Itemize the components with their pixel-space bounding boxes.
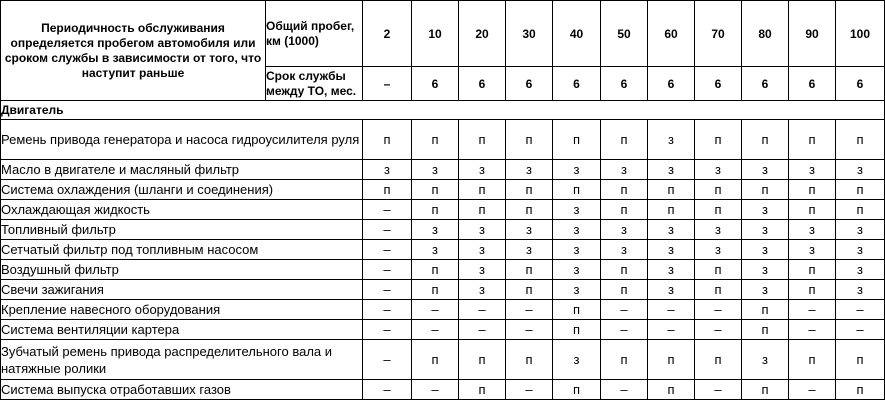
operation-cell: – bbox=[363, 260, 412, 280]
operation-cell: – bbox=[363, 300, 412, 320]
table-row bbox=[1, 160, 885, 180]
operation-cell: п bbox=[648, 380, 695, 400]
operation-cell: з bbox=[506, 160, 553, 180]
operation-cell: п bbox=[506, 340, 553, 380]
operation-cell: – bbox=[363, 320, 412, 340]
operation-cell: п bbox=[836, 380, 885, 400]
operation-cell: з bbox=[601, 240, 648, 260]
operation-cell: з bbox=[553, 220, 601, 240]
operation-cell: з bbox=[836, 160, 885, 180]
table-row bbox=[1, 240, 885, 260]
service-months-cell: 6 bbox=[742, 67, 789, 101]
operation-cell: – bbox=[601, 300, 648, 320]
section-row-engine bbox=[1, 101, 885, 120]
operation-cell: з bbox=[695, 220, 742, 240]
operation-cell: з bbox=[789, 220, 836, 240]
operation-cell: – bbox=[789, 380, 836, 400]
operation-cell: п bbox=[789, 120, 836, 160]
mileage-cell: 2 bbox=[363, 1, 412, 67]
operation-cell: з bbox=[553, 160, 601, 180]
operation-cell: – bbox=[506, 320, 553, 340]
operation-name: Система вентиляции картера bbox=[1, 320, 363, 340]
operation-cell: п bbox=[836, 340, 885, 380]
operation-cell: – bbox=[363, 340, 412, 380]
operation-cell: п bbox=[695, 260, 742, 280]
mileage-cell: 60 bbox=[648, 1, 695, 67]
operation-name: Сетчатый фильтр под топливным насосом bbox=[1, 240, 363, 260]
mileage-cell: 30 bbox=[506, 1, 553, 67]
operation-cell: п bbox=[789, 180, 836, 200]
operation-cell: з bbox=[648, 280, 695, 300]
service-months-cell: – bbox=[363, 67, 412, 101]
operation-cell: п bbox=[506, 120, 553, 160]
operation-cell: – bbox=[648, 320, 695, 340]
operation-cell: п bbox=[459, 180, 506, 200]
operation-cell: п bbox=[506, 180, 553, 200]
operation-cell: п bbox=[412, 280, 459, 300]
service-months-cell: 6 bbox=[695, 67, 742, 101]
section-title: Двигатель bbox=[1, 101, 885, 120]
operation-cell: – bbox=[459, 320, 506, 340]
operation-cell: з bbox=[553, 200, 601, 220]
table-row bbox=[1, 340, 885, 380]
operation-cell: з bbox=[742, 260, 789, 280]
operation-cell: з bbox=[506, 240, 553, 260]
operation-cell: – bbox=[789, 320, 836, 340]
mileage-cell: 20 bbox=[459, 1, 506, 67]
operation-cell: з bbox=[412, 240, 459, 260]
operation-cell: п bbox=[789, 340, 836, 380]
service-months-cell: 6 bbox=[553, 67, 601, 101]
operation-cell: з bbox=[553, 340, 601, 380]
operation-cell: з bbox=[742, 220, 789, 240]
operation-cell: з bbox=[459, 220, 506, 240]
operation-cell: з bbox=[601, 160, 648, 180]
operation-cell: п bbox=[459, 200, 506, 220]
operation-cell: п bbox=[601, 260, 648, 280]
operation-name: Система выпуска отработавших газов bbox=[1, 380, 363, 400]
operation-cell: п bbox=[412, 260, 459, 280]
operation-cell: з bbox=[648, 240, 695, 260]
operation-cell: з bbox=[648, 120, 695, 160]
operation-cell: – bbox=[363, 200, 412, 220]
service-months-cell: 6 bbox=[506, 67, 553, 101]
operation-cell: – bbox=[363, 280, 412, 300]
operation-cell: з bbox=[648, 260, 695, 280]
operation-cell: з bbox=[601, 220, 648, 240]
service-months-cell: 6 bbox=[601, 67, 648, 101]
operation-cell: п bbox=[601, 200, 648, 220]
operation-cell: п bbox=[789, 260, 836, 280]
operation-cell: – bbox=[695, 320, 742, 340]
operation-cell: – bbox=[648, 300, 695, 320]
operation-cell: з bbox=[553, 280, 601, 300]
table-row bbox=[1, 300, 885, 320]
table-row bbox=[1, 200, 885, 220]
operation-cell: п bbox=[742, 320, 789, 340]
service-months-cell: 6 bbox=[836, 67, 885, 101]
operation-name: Масло в двигателе и масляный фильтр bbox=[1, 160, 363, 180]
operation-cell: з bbox=[742, 160, 789, 180]
operation-cell: – bbox=[506, 380, 553, 400]
operation-cell: п bbox=[648, 180, 695, 200]
operation-cell: з bbox=[789, 160, 836, 180]
operation-cell: – bbox=[363, 220, 412, 240]
operation-cell: з bbox=[789, 240, 836, 260]
operation-cell: п bbox=[459, 340, 506, 380]
operation-cell: п bbox=[601, 180, 648, 200]
operation-cell: з bbox=[742, 340, 789, 380]
operation-cell: – bbox=[695, 380, 742, 400]
operation-cell: з bbox=[459, 280, 506, 300]
operation-cell: з bbox=[836, 280, 885, 300]
operation-cell: п bbox=[412, 200, 459, 220]
operation-cell: – bbox=[459, 300, 506, 320]
table-row bbox=[1, 180, 885, 200]
operation-cell: п bbox=[695, 120, 742, 160]
operation-cell: п bbox=[459, 380, 506, 400]
operation-cell: п bbox=[648, 200, 695, 220]
operation-cell: п bbox=[553, 300, 601, 320]
operation-cell: – bbox=[506, 300, 553, 320]
service-months-cell: 6 bbox=[648, 67, 695, 101]
operation-cell: з bbox=[459, 260, 506, 280]
operation-cell: п bbox=[412, 340, 459, 380]
mileage-cell: 80 bbox=[742, 1, 789, 67]
operation-name: Воздушный фильтр bbox=[1, 260, 363, 280]
mileage-cell: 100 bbox=[836, 1, 885, 67]
operation-name: Система охлаждения (шланги и соединения) bbox=[1, 180, 363, 200]
operation-cell: п bbox=[742, 380, 789, 400]
operation-cell: – bbox=[836, 300, 885, 320]
operation-cell: – bbox=[836, 320, 885, 340]
operation-cell: п bbox=[836, 180, 885, 200]
service-months-cell: 6 bbox=[412, 67, 459, 101]
service-label-cell: Срок службы между ТО, мес. bbox=[266, 67, 363, 101]
operation-cell: – bbox=[601, 320, 648, 340]
mileage-cell: 70 bbox=[695, 1, 742, 67]
operation-cell: п bbox=[412, 120, 459, 160]
service-months-cell: 6 bbox=[459, 67, 506, 101]
operation-cell: п bbox=[506, 260, 553, 280]
operation-cell: п bbox=[648, 340, 695, 380]
operation-cell: з bbox=[836, 260, 885, 280]
operation-cell: – bbox=[412, 320, 459, 340]
operation-cell: п bbox=[789, 280, 836, 300]
operation-cell: п bbox=[553, 180, 601, 200]
operation-cell: з bbox=[836, 240, 885, 260]
operation-cell: з bbox=[648, 160, 695, 180]
operation-cell: з bbox=[836, 220, 885, 240]
table-row bbox=[1, 220, 885, 240]
service-months-cell: 6 bbox=[789, 67, 836, 101]
mileage-cell: 40 bbox=[553, 1, 601, 67]
operation-cell: п bbox=[789, 200, 836, 220]
table-title-cell: Периодичность обслуживания определяется пробегом автомобиля или сроком службы в зависимости от того, что наступит раньше bbox=[1, 1, 266, 101]
operation-cell: п bbox=[553, 120, 601, 160]
operation-cell: п bbox=[363, 180, 412, 200]
operation-cell: з bbox=[742, 200, 789, 220]
operation-cell: з bbox=[459, 240, 506, 260]
operation-cell: з bbox=[412, 160, 459, 180]
operation-cell: – bbox=[412, 380, 459, 400]
mileage-cell: 10 bbox=[412, 1, 459, 67]
operation-cell: п bbox=[742, 300, 789, 320]
operation-cell: з bbox=[742, 240, 789, 260]
operation-cell: п bbox=[695, 180, 742, 200]
operation-name: Зубчатый ремень привода распределительного вала и натяжные ролики bbox=[1, 340, 363, 380]
operation-cell: – bbox=[695, 300, 742, 320]
operation-cell: п bbox=[742, 120, 789, 160]
operation-cell: п bbox=[506, 200, 553, 220]
operation-cell: з bbox=[412, 220, 459, 240]
operation-cell: – bbox=[363, 380, 412, 400]
operation-name: Свечи зажигания bbox=[1, 280, 363, 300]
operation-cell: з bbox=[695, 160, 742, 180]
operation-cell: з bbox=[742, 280, 789, 300]
operation-cell: з bbox=[553, 240, 601, 260]
operation-cell: п bbox=[553, 320, 601, 340]
table-row bbox=[1, 280, 885, 300]
table-row bbox=[1, 380, 885, 400]
operation-cell: з bbox=[363, 160, 412, 180]
table-row bbox=[1, 320, 885, 340]
operation-cell: п bbox=[459, 120, 506, 160]
operation-cell: п bbox=[695, 280, 742, 300]
operation-cell: п bbox=[601, 280, 648, 300]
operation-name: Ремень привода генератора и насоса гидроусилителя руля bbox=[1, 120, 363, 160]
mileage-label-cell: Общий пробег, км (1000) bbox=[266, 1, 363, 67]
operation-name: Топливный фильтр bbox=[1, 220, 363, 240]
operation-cell: п bbox=[412, 180, 459, 200]
mileage-cell: 50 bbox=[601, 1, 648, 67]
operation-cell: – bbox=[412, 300, 459, 320]
operation-cell: – bbox=[601, 380, 648, 400]
operation-cell: – bbox=[789, 300, 836, 320]
operation-cell: – bbox=[363, 240, 412, 260]
operation-cell: п bbox=[363, 120, 412, 160]
operation-cell: п bbox=[601, 340, 648, 380]
table-row bbox=[1, 260, 885, 280]
operation-cell: з bbox=[648, 220, 695, 240]
operation-cell: п bbox=[695, 200, 742, 220]
operation-cell: п bbox=[836, 120, 885, 160]
operation-cell: п bbox=[836, 200, 885, 220]
operation-cell: з bbox=[695, 240, 742, 260]
operation-cell: п bbox=[553, 380, 601, 400]
mileage-cell: 90 bbox=[789, 1, 836, 67]
operation-name: Охлаждающая жидкость bbox=[1, 200, 363, 220]
operation-cell: п bbox=[742, 180, 789, 200]
operation-cell: з bbox=[459, 160, 506, 180]
operation-name: Крепление навесного оборудования bbox=[1, 300, 363, 320]
operation-cell: з bbox=[553, 260, 601, 280]
operation-cell: п bbox=[601, 120, 648, 160]
header-row-mileage bbox=[1, 1, 885, 67]
operation-cell: п bbox=[695, 340, 742, 380]
operation-cell: п bbox=[506, 280, 553, 300]
table-row bbox=[1, 120, 885, 160]
operation-cell: з bbox=[506, 220, 553, 240]
